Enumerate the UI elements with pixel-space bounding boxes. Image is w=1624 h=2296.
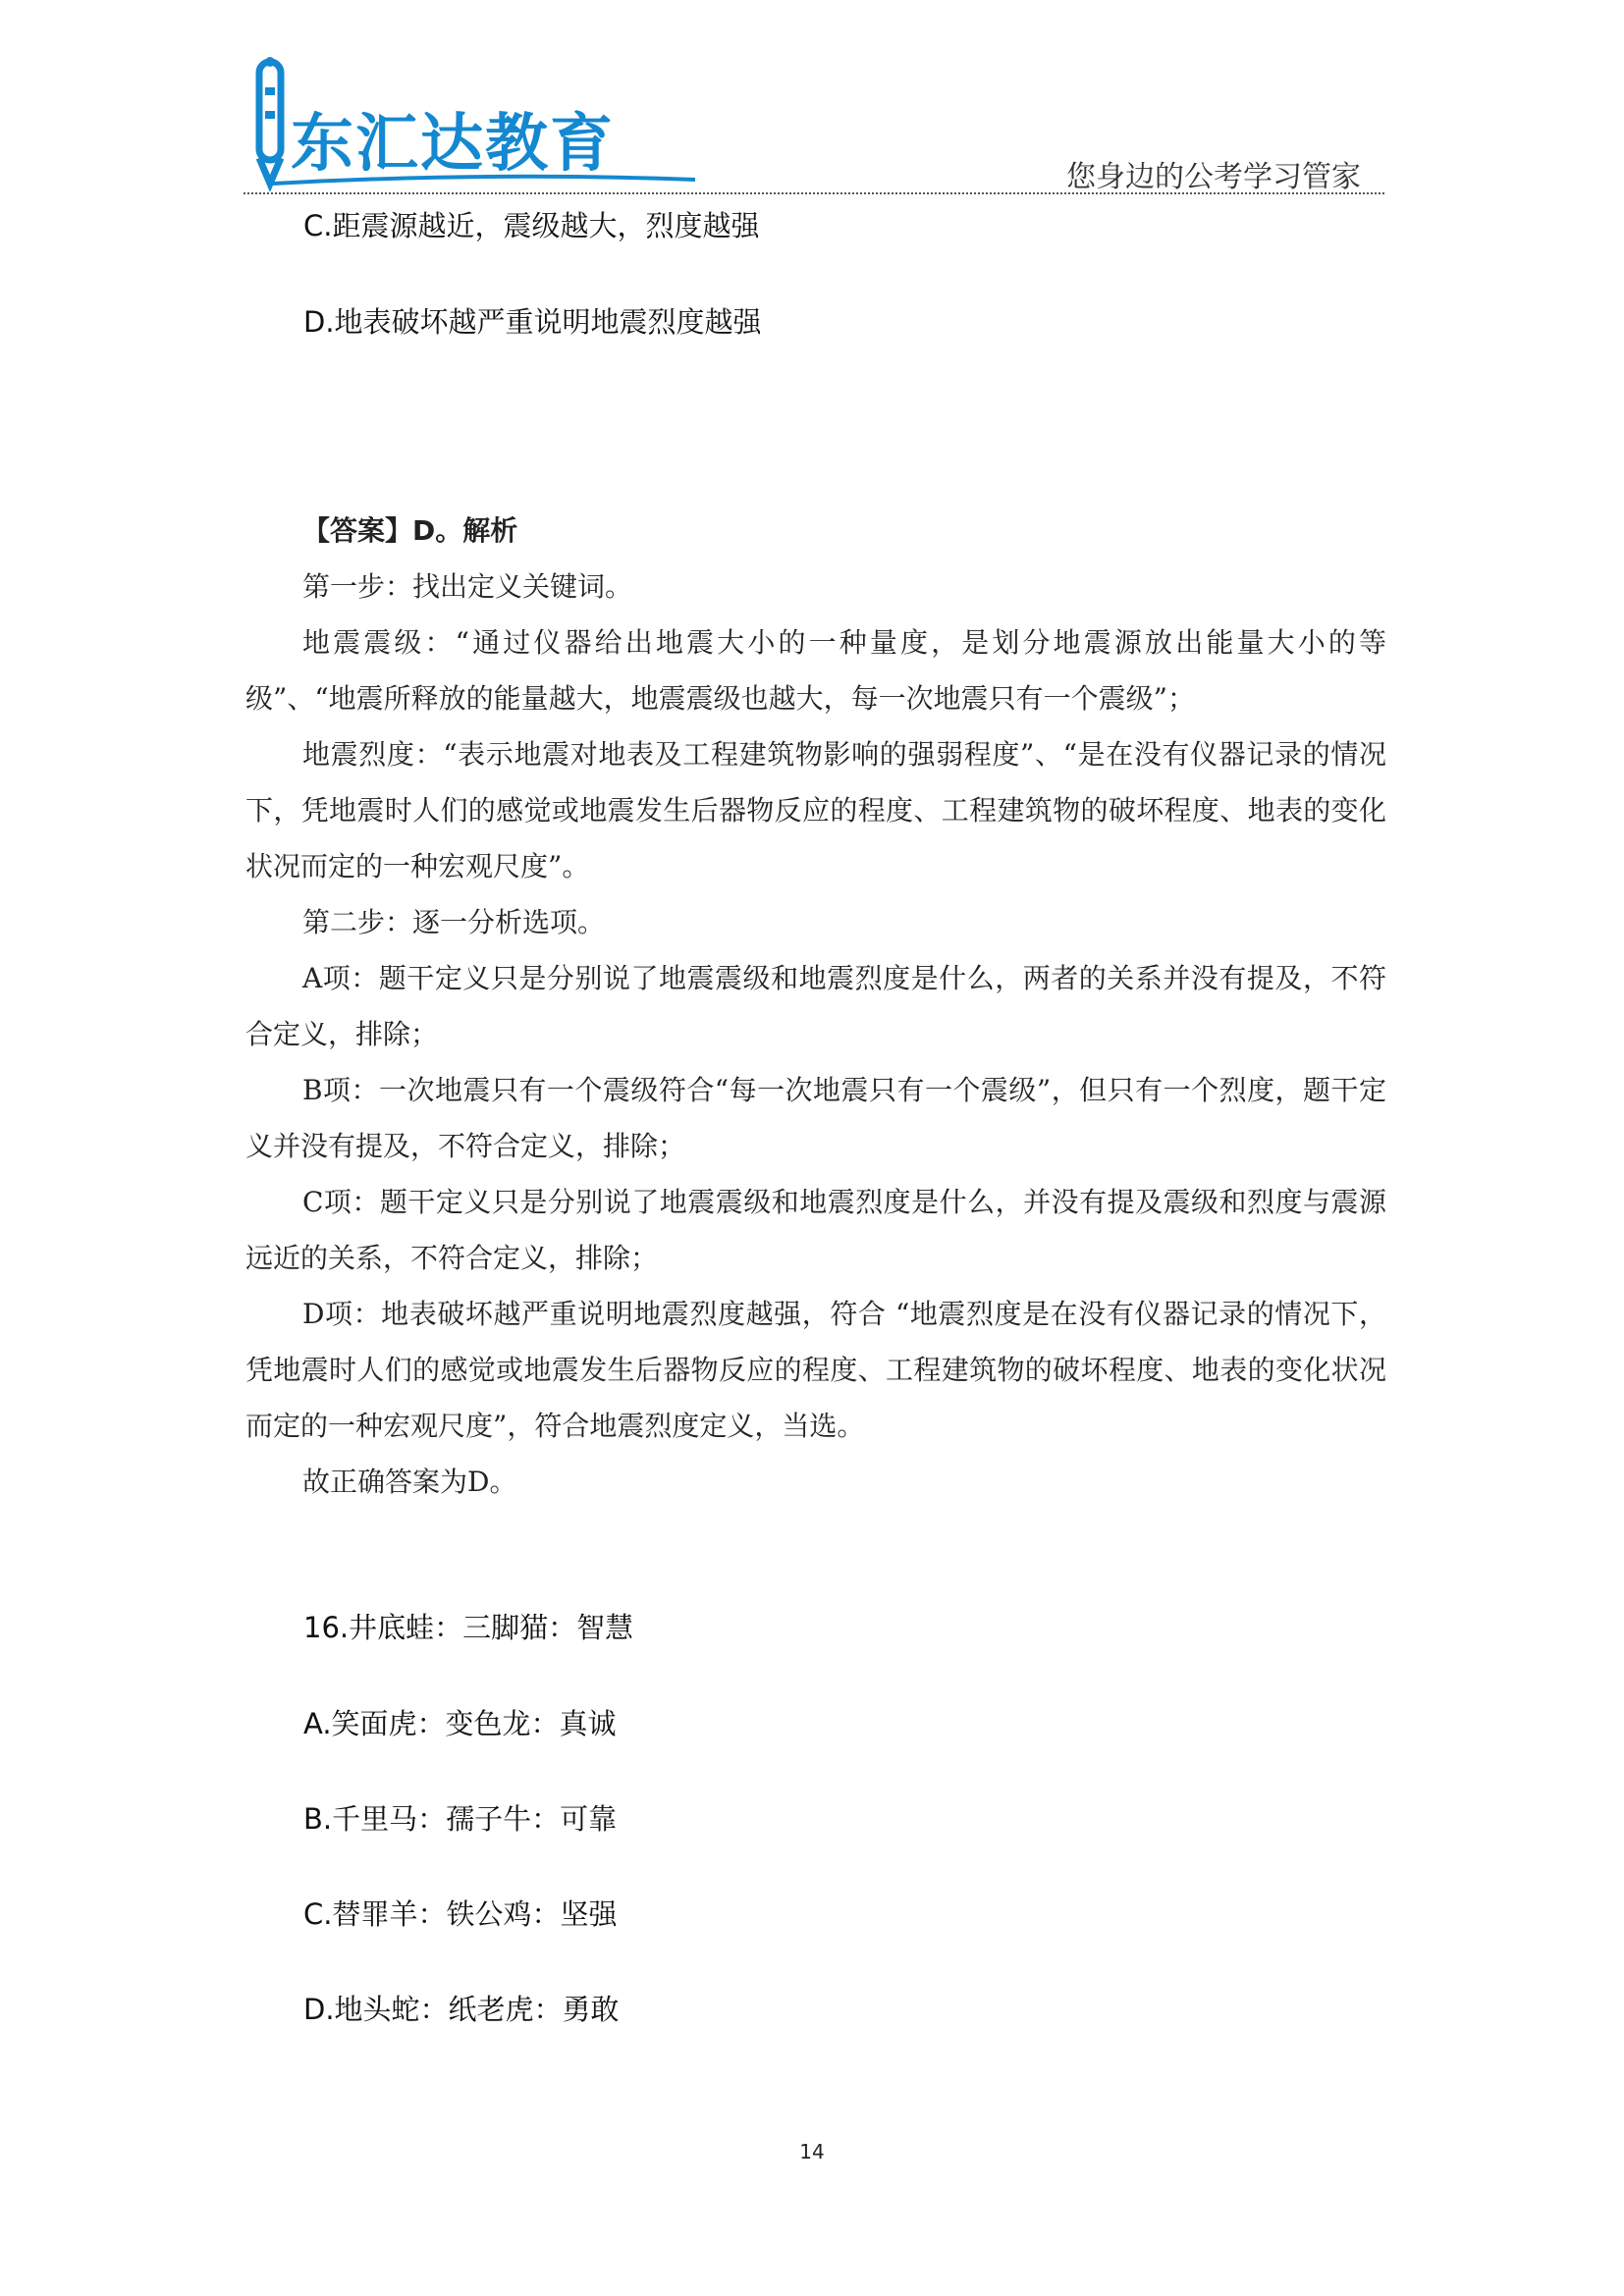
- analysis-line: 第一步：找出定义关键词。: [302, 570, 633, 603]
- question-16-stem: 16.井底蛙：三脚猫：智慧: [303, 1611, 634, 1644]
- answer-rest: D。解析: [412, 514, 518, 547]
- prev-option-c: C.距震源越近，震级越大，烈度越强: [303, 209, 760, 242]
- question-16-option-d: D.地头蛇：纸老虎：勇敢: [303, 1993, 620, 2026]
- logo-underline-icon: [273, 170, 705, 189]
- page-header: [244, 54, 1384, 196]
- question-16-option-b: B.千里马：孺子牛：可靠: [303, 1802, 618, 1836]
- answer-heading: [245, 503, 1386, 559]
- analysis-line: A项：题干定义只是分别说了地震震级和地震烈度是什么，两者的关系并没有提及，不符合定义，排除；: [245, 962, 1386, 1050]
- header-divider: [244, 192, 1384, 194]
- brand-logo: [244, 54, 676, 191]
- page-number: 14: [799, 2140, 825, 2163]
- analysis-line: B项：一次地震只有一个震级符合“每一次地震只有一个震级”，但只有一个烈度，题干定义并没有提及，不符合定义，排除；: [245, 1074, 1386, 1162]
- analysis-line: 故正确答案为D。: [302, 1466, 517, 1498]
- question-16-option-a: A.笑面虎：变色龙：真诚: [303, 1707, 617, 1740]
- analysis-line: 第二步：逐一分析选项。: [302, 906, 606, 938]
- logo-text: 东汇达教育: [291, 108, 615, 179]
- analysis-line: D项：地表破坏越严重说明地震烈度越强，符合 “地震烈度是在没有仪器记录的情况下，凭地震时人们的感觉或地震发生后器物反应的程度、工程建筑物的破坏程度、地表的变化状况而定的一种宏观尺度”，符合地震烈度定义，当选。: [245, 1298, 1386, 1442]
- answer-label: 【答案】: [302, 514, 413, 547]
- answer-analysis: [245, 503, 1386, 1510]
- header-slogan: 您身边的公考学习管家: [1066, 160, 1361, 194]
- analysis-line: C项：题干定义只是分别说了地震震级和地震烈度是什么，并没有提及震级和烈度与震源远近的关系，不符合定义，排除；: [245, 1186, 1386, 1274]
- analysis-line: 地震震级：“通过仪器给出地震大小的一种量度，是划分地震源放出能量大小的等级”、“地震所释放的能量越大，地震震级也越大，每一次地震只有一个震级”；: [245, 626, 1386, 715]
- analysis-line: 地震烈度：“表示地震对地表及工程建筑物影响的强弱程度”、“是在没有仪器记录的情况下，凭地震时人们的感觉或地震发生后器物反应的程度、工程建筑物的破坏程度、地表的变化状况而定的一种宏观尺度”。: [245, 738, 1386, 882]
- prev-option-d: D.地表破坏越严重说明地震烈度越强: [303, 305, 762, 339]
- question-16-option-c: C.替罪羊：铁公鸡：坚强: [303, 1897, 618, 1931]
